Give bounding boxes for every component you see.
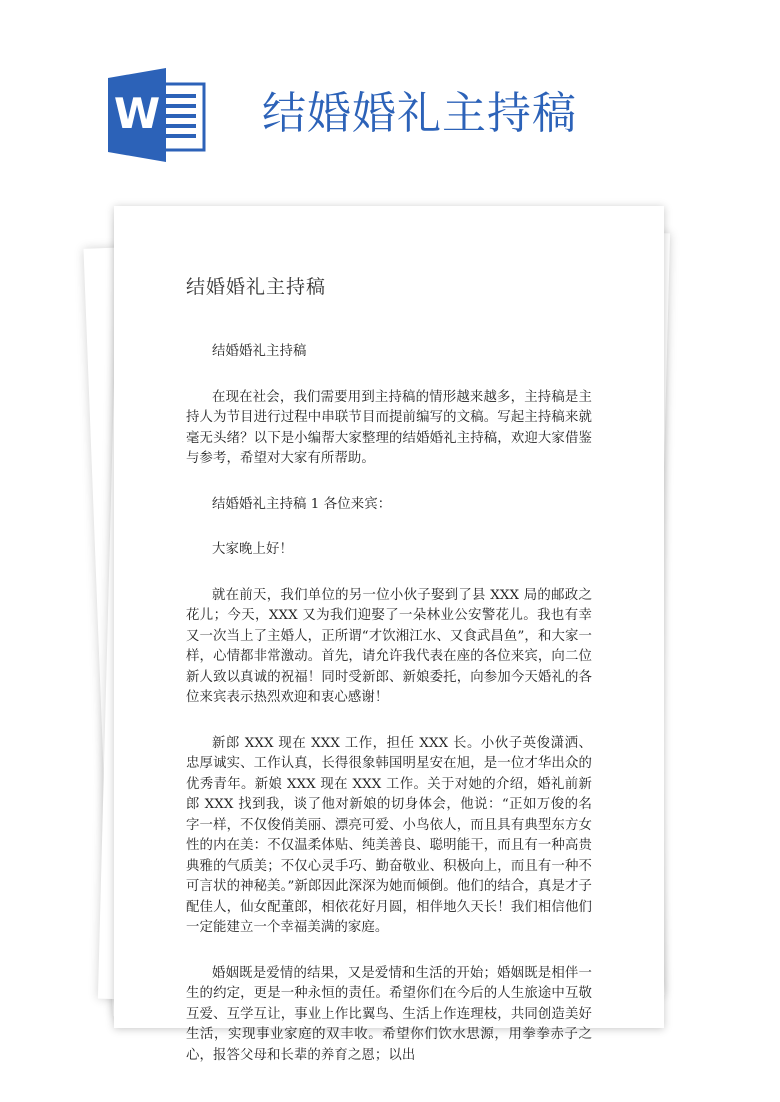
document-body [186,342,592,1091]
page-header [0,0,780,200]
header-title: 结婚婚礼主持稿 [262,88,577,139]
paragraph: 新郎 XXX 现在 XXX 工作，担任 XXX 长。小伙子英俊潇洒、忠厚诚实、工作认真，长得很象韩国明星安在旭，是一位才华出众的优秀青年。新娘 XXX 现在 XXX 工作。关于对她的介绍，婚礼前新郎 XXX 找到我，谈了他对新娘的切身体会，他说：“正如万俊的名字一样，不仅俊俏美丽、漂亮可爱、小鸟依人，而且具有典型东方女性的内在美：不仅温柔体贴、纯美善良、聪明能干，而且有一种高贵典雅的气质美；不仅心灵手巧、勤奋敬业、积极向上，而且有一种不可言状的神秘美。”新郎因此深深为她而倾倒。他们的结合，真是才子配佳人，仙女配董郎，相依花好月圆，相伴地久天长！我们相信他们一定能建立一个幸福美满的家庭。 [186,735,592,935]
paragraph: 在现在社会，我们需要用到主持稿的情形越来越多，主持稿是主持人为节目进行过程中串联节目而提前编写的文稿。写起主持稿来就毫无头绪？以下是小编帮大家整理的结婚婚礼主持稿，欢迎大家借鉴与参考，希望对大家有所帮助。 [186,389,592,466]
word-document-icon [108,68,208,162]
svg-text:W: W [113,89,161,138]
paragraph: 婚姻既是爱情的结果，又是爱情和生活的开始；婚姻既是相伴一生的约定，更是一种永恒的责任。希望你们在今后的人生旅途中互敬互爱、互学互让，事业上作比翼鸟、生活上作连理枝，共同创造美好生活，实现事业家庭的双丰收。希望你们饮水思源，用拳拳赤子之心，报答父母和长辈的养育之恩；以出 [186,965,592,1063]
section-heading: 结婚婚礼主持稿 [212,344,307,359]
greeting: 大家晚上好！ [212,542,293,557]
paragraph: 就在前天，我们单位的另一位小伙子娶到了县 XXX 局的邮政之花儿；今天，XXX 又为我们迎娶了一朵林业公安警花儿。我也有幸又一次当上了主婚人，正所谓“才饮湘江水、又食武昌鱼”，和大家一样，心情都非常激动。首先，请允许我代表在座的各位来宾，向二位新人致以真诚的祝福！同时受新郎、新娘委托，向参加今天婚礼的各位来宾表示热烈欢迎和衷心感谢！ [186,587,592,705]
section-heading: 结婚婚礼主持稿 1 各位来宾： [212,496,392,512]
document-page [114,206,664,1063]
document-title: 结婚婚礼主持稿 [186,276,327,298]
